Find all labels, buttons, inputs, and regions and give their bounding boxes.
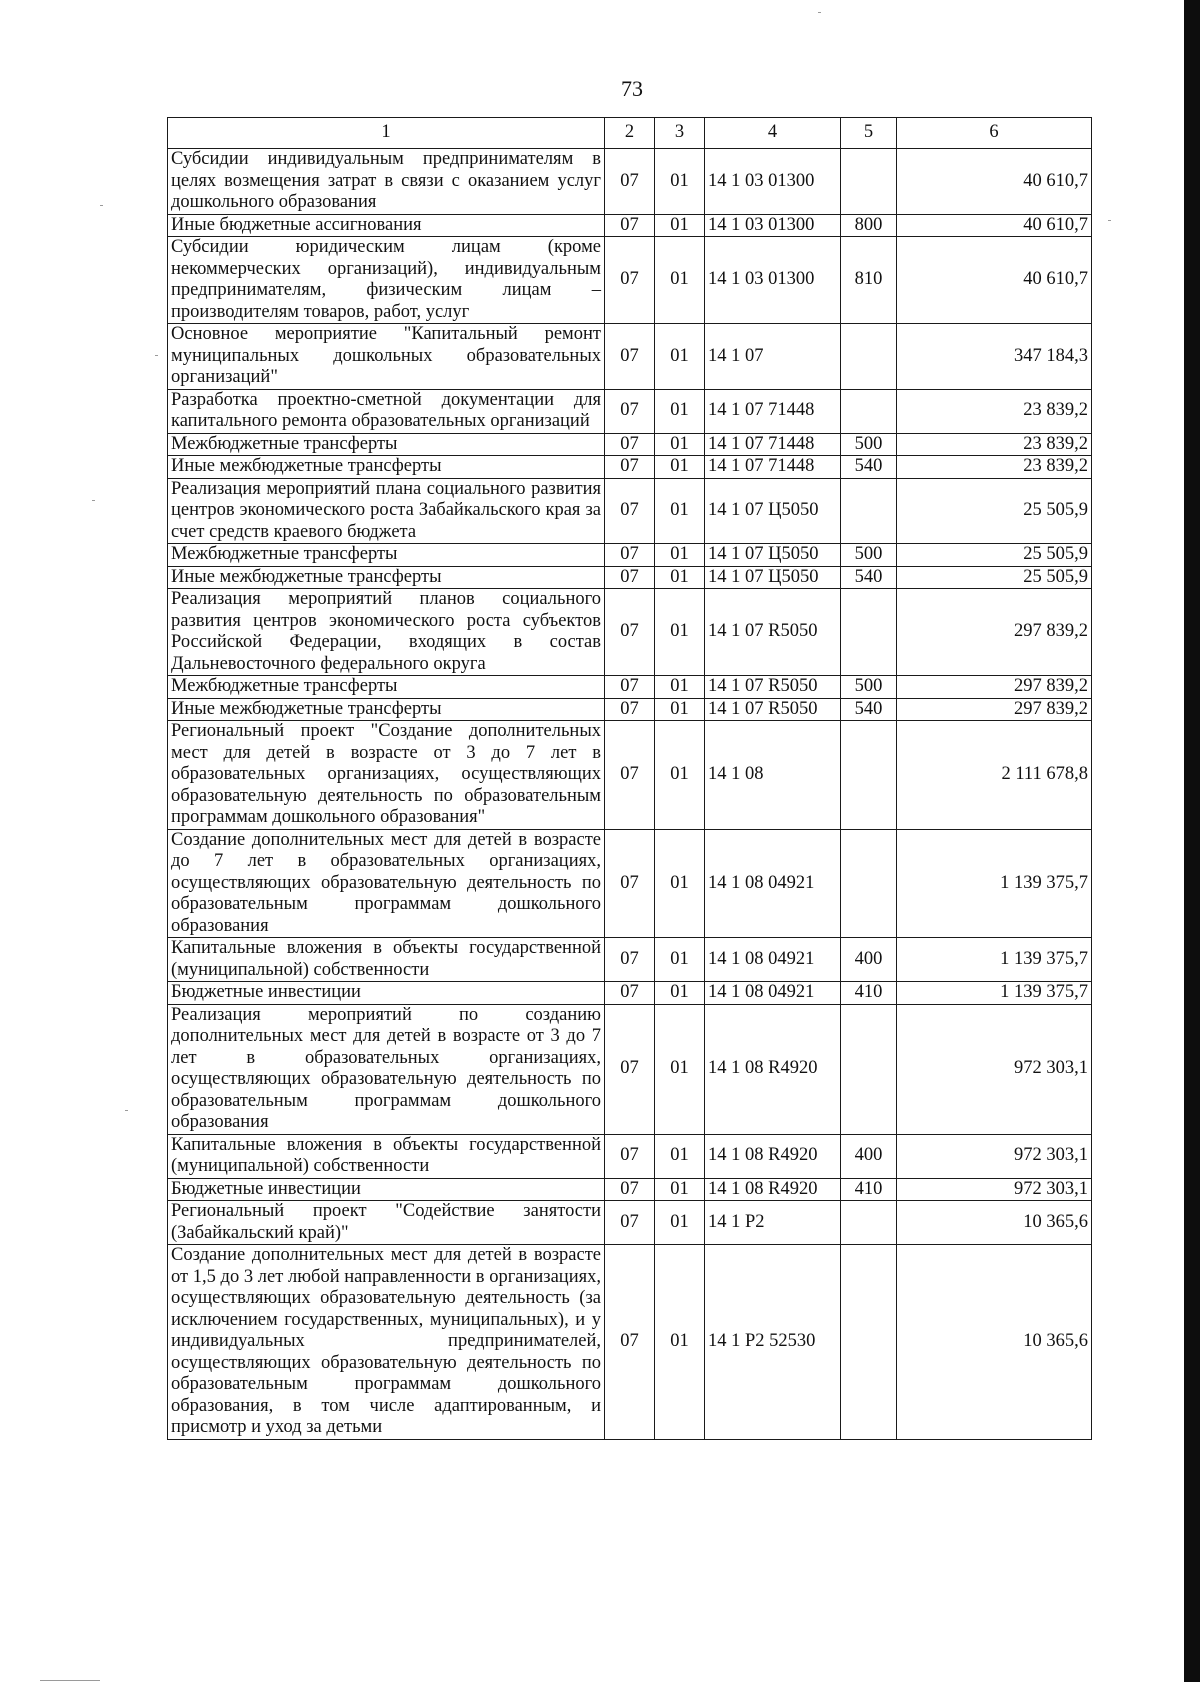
row-target-article: 14 1 07 71448: [705, 433, 841, 456]
row-target-article: 14 1 07 Ц5050: [705, 544, 841, 567]
row-expense-type: [841, 589, 897, 676]
row-name: Реализация мероприятий по созданию дополнительных мест для детей в возрасте от 3 до 7 лет в образовательных организациях, осуществляющих образовательную деятельность по образовательным программам дошкольного образования: [168, 1004, 605, 1134]
row-target-article: 14 1 P2 52530: [705, 1245, 841, 1440]
row-subsection: 01: [655, 829, 705, 938]
table-row: [168, 1134, 1092, 1178]
row-target-article: 14 1 08 R4920: [705, 1178, 841, 1201]
row-name: Основное мероприятие "Капитальный ремонт муниципальных дошкольных образовательных организаций": [168, 324, 605, 390]
row-name: Региональный проект "Содействие занятости (Забайкальский край)": [168, 1201, 605, 1245]
table-row: [168, 389, 1092, 433]
row-expense-type: [841, 149, 897, 215]
row-subsection: 01: [655, 676, 705, 699]
table-row: [168, 589, 1092, 676]
row-expense-type: [841, 829, 897, 938]
row-name: Создание дополнительных мест для детей в возрасте до 7 лет в образовательных организациях, осуществляющих образовательную деятельность по образовательным программам дошкольного образования: [168, 829, 605, 938]
row-subsection: 01: [655, 389, 705, 433]
row-target-article: 14 1 07 R5050: [705, 589, 841, 676]
row-section: 07: [605, 829, 655, 938]
row-amount: 25 505,9: [897, 566, 1092, 589]
row-amount: 10 365,6: [897, 1201, 1092, 1245]
row-section: 07: [605, 149, 655, 215]
row-section: 07: [605, 938, 655, 982]
row-amount: 25 505,9: [897, 478, 1092, 544]
row-subsection: 01: [655, 589, 705, 676]
row-expense-type: 400: [841, 1134, 897, 1178]
row-expense-type: 500: [841, 676, 897, 699]
row-section: 07: [605, 1134, 655, 1178]
row-name: Реализация мероприятий плана социального развития центров экономического роста Забайкальского края за счет средств краевого бюджета: [168, 478, 605, 544]
table-row: [168, 433, 1092, 456]
row-name: Создание дополнительных мест для детей в возрасте от 1,5 до 3 лет любой направленности в организациях, осуществляющих образовательную деятельность (за исключением государственных, муниципальных), и у индивидуальных предпринимателей, осуществляющих образовательную деятельность по образовательным программам дошкольного образования, в том числе адаптированным, и присмотр и уход за детьми: [168, 1245, 605, 1440]
row-amount: 2 111 678,8: [897, 721, 1092, 830]
row-subsection: 01: [655, 544, 705, 567]
row-name: Иные межбюджетные трансферты: [168, 566, 605, 589]
row-section: 07: [605, 237, 655, 324]
row-name: Капитальные вложения в объекты государственной (муниципальной) собственности: [168, 1134, 605, 1178]
header-col-1: 1: [168, 118, 605, 149]
row-amount: 972 303,1: [897, 1004, 1092, 1134]
row-amount: 40 610,7: [897, 214, 1092, 237]
row-target-article: 14 1 08 R4920: [705, 1134, 841, 1178]
row-target-article: 14 1 08: [705, 721, 841, 830]
table-row: [168, 829, 1092, 938]
table-row: [168, 324, 1092, 390]
header-col-2: 2: [605, 118, 655, 149]
table-row: [168, 938, 1092, 982]
row-target-article: 14 1 07 R5050: [705, 698, 841, 721]
row-amount: 40 610,7: [897, 237, 1092, 324]
row-amount: 1 139 375,7: [897, 938, 1092, 982]
row-section: 07: [605, 1201, 655, 1245]
row-name: Субсидии индивидуальным предпринимателям в целях возмещения затрат в связи с оказанием услуг дошкольного образования: [168, 149, 605, 215]
row-target-article: 14 1 03 01300: [705, 237, 841, 324]
row-subsection: 01: [655, 456, 705, 479]
row-subsection: 01: [655, 433, 705, 456]
page-number: 73: [621, 76, 643, 101]
row-expense-type: [841, 1245, 897, 1440]
row-expense-type: 500: [841, 544, 897, 567]
row-subsection: 01: [655, 938, 705, 982]
table-body: [168, 149, 1092, 1440]
row-name: Иные бюджетные ассигнования: [168, 214, 605, 237]
row-section: 07: [605, 324, 655, 390]
row-target-article: 14 1 08 04921: [705, 829, 841, 938]
row-target-article: 14 1 08 04921: [705, 938, 841, 982]
row-section: 07: [605, 566, 655, 589]
row-expense-type: 540: [841, 698, 897, 721]
row-subsection: 01: [655, 1245, 705, 1440]
header-col-6: 6: [897, 118, 1092, 149]
row-target-article: 14 1 07 71448: [705, 389, 841, 433]
row-expense-type: 400: [841, 938, 897, 982]
row-name: Иные межбюджетные трансферты: [168, 456, 605, 479]
row-expense-type: [841, 389, 897, 433]
row-name: Межбюджетные трансферты: [168, 433, 605, 456]
row-section: 07: [605, 478, 655, 544]
row-target-article: 14 1 03 01300: [705, 149, 841, 215]
row-subsection: 01: [655, 324, 705, 390]
row-name: Субсидии юридическим лицам (кроме некоммерческих организаций), индивидуальным предпринимателям, физическим лицам – производителям товаров, работ, услуг: [168, 237, 605, 324]
row-expense-type: 410: [841, 1178, 897, 1201]
row-section: 07: [605, 389, 655, 433]
row-section: 07: [605, 589, 655, 676]
row-name: Разработка проектно-сметной документации для капитального ремонта образовательных организаций: [168, 389, 605, 433]
row-expense-type: [841, 1201, 897, 1245]
table-row: [168, 237, 1092, 324]
scan-border: [1184, 0, 1200, 1682]
table-row: [168, 698, 1092, 721]
row-subsection: 01: [655, 237, 705, 324]
table-row: [168, 214, 1092, 237]
table-row: [168, 566, 1092, 589]
row-section: 07: [605, 676, 655, 699]
row-amount: 23 839,2: [897, 456, 1092, 479]
row-target-article: 14 1 03 01300: [705, 214, 841, 237]
row-amount: 972 303,1: [897, 1134, 1092, 1178]
row-name: Межбюджетные трансферты: [168, 676, 605, 699]
row-expense-type: [841, 324, 897, 390]
row-name: Бюджетные инвестиции: [168, 982, 605, 1005]
row-section: 07: [605, 982, 655, 1005]
row-name: Реализация мероприятий планов социального развития центров экономического роста субъектов Российской Федерации, входящих в состав Дальневосточного федерального округа: [168, 589, 605, 676]
row-amount: 25 505,9: [897, 544, 1092, 567]
row-section: 07: [605, 698, 655, 721]
row-target-article: 14 1 07 71448: [705, 456, 841, 479]
row-subsection: 01: [655, 982, 705, 1005]
row-expense-type: 410: [841, 982, 897, 1005]
row-name: Бюджетные инвестиции: [168, 1178, 605, 1201]
budget-table: [167, 117, 1092, 1440]
row-amount: 40 610,7: [897, 149, 1092, 215]
table-row: [168, 149, 1092, 215]
row-amount: 1 139 375,7: [897, 982, 1092, 1005]
table-row: [168, 456, 1092, 479]
row-name: Региональный проект "Создание дополнительных мест для детей в возрасте от 3 до 7 лет в образовательных организациях, осуществляющих образовательную деятельность по образовательным программам дошкольного образования": [168, 721, 605, 830]
row-subsection: 01: [655, 1178, 705, 1201]
row-target-article: 14 1 08 R4920: [705, 1004, 841, 1134]
row-subsection: 01: [655, 149, 705, 215]
table-row: [168, 478, 1092, 544]
table-row: [168, 544, 1092, 567]
table-row: [168, 721, 1092, 830]
header-col-4: 4: [705, 118, 841, 149]
row-target-article: 14 1 07 R5050: [705, 676, 841, 699]
row-expense-type: 540: [841, 566, 897, 589]
row-amount: 1 139 375,7: [897, 829, 1092, 938]
row-amount: 347 184,3: [897, 324, 1092, 390]
row-amount: 297 839,2: [897, 589, 1092, 676]
row-amount: 23 839,2: [897, 433, 1092, 456]
row-section: 07: [605, 456, 655, 479]
row-target-article: 14 1 07 Ц5050: [705, 566, 841, 589]
row-amount: 972 303,1: [897, 1178, 1092, 1201]
row-target-article: 14 1 08 04921: [705, 982, 841, 1005]
table-header-row: [168, 118, 1092, 149]
row-section: 07: [605, 721, 655, 830]
row-subsection: 01: [655, 1134, 705, 1178]
header-col-3: 3: [655, 118, 705, 149]
row-subsection: 01: [655, 566, 705, 589]
row-subsection: 01: [655, 1004, 705, 1134]
row-name: Капитальные вложения в объекты государственной (муниципальной) собственности: [168, 938, 605, 982]
row-section: 07: [605, 544, 655, 567]
table-row: [168, 676, 1092, 699]
row-section: 07: [605, 1245, 655, 1440]
row-amount: 10 365,6: [897, 1245, 1092, 1440]
row-target-article: 14 1 07: [705, 324, 841, 390]
table-row: [168, 1245, 1092, 1440]
row-expense-type: 540: [841, 456, 897, 479]
row-expense-type: [841, 721, 897, 830]
row-name: Межбюджетные трансферты: [168, 544, 605, 567]
row-subsection: 01: [655, 1201, 705, 1245]
row-subsection: 01: [655, 698, 705, 721]
row-section: 07: [605, 433, 655, 456]
row-amount: 297 839,2: [897, 698, 1092, 721]
table-row: [168, 1178, 1092, 1201]
row-expense-type: [841, 478, 897, 544]
row-expense-type: 500: [841, 433, 897, 456]
row-subsection: 01: [655, 214, 705, 237]
row-section: 07: [605, 1004, 655, 1134]
row-section: 07: [605, 214, 655, 237]
row-subsection: 01: [655, 478, 705, 544]
row-target-article: 14 1 P2: [705, 1201, 841, 1245]
table-row: [168, 1201, 1092, 1245]
header-col-5: 5: [841, 118, 897, 149]
row-target-article: 14 1 07 Ц5050: [705, 478, 841, 544]
row-section: 07: [605, 1178, 655, 1201]
row-expense-type: [841, 1004, 897, 1134]
row-amount: 297 839,2: [897, 676, 1092, 699]
row-name: Иные межбюджетные трансферты: [168, 698, 605, 721]
row-expense-type: 800: [841, 214, 897, 237]
table-row: [168, 1004, 1092, 1134]
table-row: [168, 982, 1092, 1005]
row-expense-type: 810: [841, 237, 897, 324]
row-amount: 23 839,2: [897, 389, 1092, 433]
row-subsection: 01: [655, 721, 705, 830]
